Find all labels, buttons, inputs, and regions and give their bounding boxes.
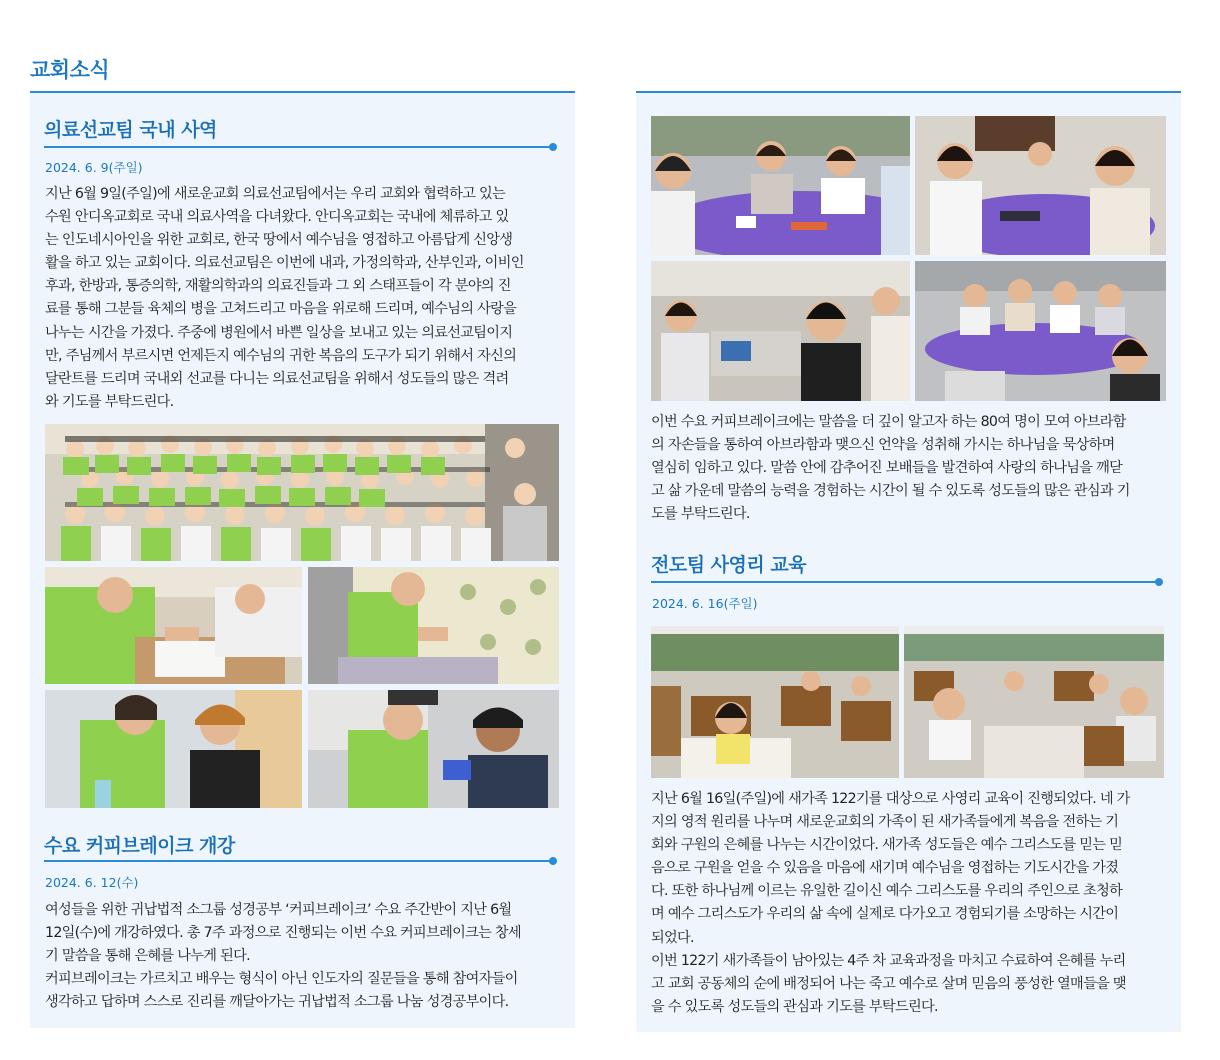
evangel-section-title: 전도팀 사영리 교육 xyxy=(651,554,807,576)
medical-photo-4 xyxy=(308,690,559,808)
medical-photo-2 xyxy=(308,567,559,684)
medical-section-date: 2024. 6. 9(주일) xyxy=(45,160,143,175)
evangel-body-line: 되었다. xyxy=(651,929,694,946)
medical-body-line: 달란트를 드리며 국내외 선교를 다니는 의료선교팀을 위해서 성도들의 많은 격려 xyxy=(45,370,509,387)
evangel-body-line: 다. 또한 하나님께 이르는 유일한 길이신 예수 그리스도를 우리의 주인으로 초청하 xyxy=(651,883,1123,900)
rule-dot-icon xyxy=(549,857,557,865)
evangel-body-line: 을 수 있도록 성도들의 관심과 기도를 부탁드린다. xyxy=(651,998,938,1015)
coffee-continued-line: 열심히 임하고 있다. 말씀 안에 감추어진 보배들을 발견하여 사랑의 하나님을 깨닫 xyxy=(651,460,1123,477)
rule-dot-icon xyxy=(549,143,557,151)
evangel-body-line: 며 예수 그리스도가 우리의 삶 속에 실제로 다가오고 경험되기를 소망하는 시간이 xyxy=(651,906,1119,923)
evangel-photo-2 xyxy=(904,626,1164,778)
coffee-photo-4 xyxy=(915,261,1166,401)
coffee-continued-line: 고 삶 가운데 말씀의 능력을 경험하는 시간이 될 수 있도록 성도들의 많은 관심과 기 xyxy=(651,483,1130,500)
coffee-section-title: 수요 커피브레이크 개강 xyxy=(44,835,235,857)
evangel-section-date: 2024. 6. 16(주일) xyxy=(652,596,758,611)
medical-section-rule xyxy=(44,146,554,148)
medical-body-line: 와 기도를 부탁드린다. xyxy=(45,393,174,410)
medical-group-photo xyxy=(45,424,559,561)
coffee-section-date: 2024. 6. 12(수) xyxy=(45,875,139,890)
medical-body-line: 수원 안디옥교회로 국내 의료사역을 다녀왔다. 안디옥교회는 국내에 체류하고 있 xyxy=(45,209,509,226)
coffee-continued-line: 이번 수요 커피브레이크에는 말씀을 더 깊이 알고자 하는 80여 명이 모여 아브라함 xyxy=(651,414,1126,430)
medical-body-line: 활을 하고 있는 교회이다. 의료선교팀은 이번에 내과, 가정의학과, 산부인과, 이비인 xyxy=(45,255,524,272)
coffee-section-body xyxy=(45,899,560,1014)
coffee-continued-line: 의 자손들을 통하여 아브라함과 맺으신 언약을 성취해 가시는 하나님을 묵상하며 xyxy=(651,437,1115,454)
medical-body-line: 만, 주님께서 부르시면 언제든지 예수님의 귀한 복음의 도구가 되기 위해서 자신의 xyxy=(45,347,517,364)
rule-dot-icon xyxy=(1155,578,1163,586)
coffee-continued-body xyxy=(651,411,1166,526)
coffee-photo-3 xyxy=(651,261,910,401)
evangel-body-line: 지난 6월 16일(주일)에 새가족 122기를 대상으로 사영리 교육이 진행되었다. 네 가 xyxy=(651,791,1130,807)
medical-body-line: 후과, 한방과, 통증의학, 재활의학과의 의료진들과 그 외 스태프들이 각 분야의 진 xyxy=(45,278,511,295)
coffee-body-line: 커피브레이크는 가르치고 배우는 형식이 아닌 인도자의 질문들을 통해 참여자들이 xyxy=(45,971,518,988)
coffee-body-line: 12일(수)에 개강하였다. 총 7주 과정으로 진행되는 이번 수요 커피브레이크는 창세 xyxy=(45,925,521,942)
evangel-body-line: 음으로 구원을 얻을 수 있음을 마음에 새기며 예수님을 영접하는 기도시간을 가졌 xyxy=(651,860,1119,877)
medical-section-title: 의료선교팀 국내 사역 xyxy=(44,119,217,141)
evangel-body-line: 지의 영적 원리를 나누며 새로운교회의 가족이 된 새가족들에게 복음을 전하는 기 xyxy=(651,814,1119,831)
evangel-photo-1 xyxy=(651,626,899,778)
evangel-body-line: 고 교회 공동체의 순에 배정되어 나는 죽고 예수로 살며 믿음의 풍성한 열매들을 맺 xyxy=(651,975,1126,992)
coffee-continued-line: 도를 부탁드린다. xyxy=(651,506,750,523)
coffee-body-line: 생각하고 답하며 스스로 진리를 깨달아가는 귀납법적 소그룹 나눔 성경공부이다. xyxy=(45,994,509,1011)
medical-body-line: 는 인도네시아인을 위한 교회로, 한국 땅에서 예수님을 영접하고 아름답게 신앙생 xyxy=(45,232,513,249)
coffee-body-line: 기 말씀을 통해 은혜를 나누게 된다. xyxy=(45,948,250,965)
evangel-section-rule xyxy=(651,581,1160,583)
coffee-photo-1 xyxy=(651,116,910,255)
coffee-body-line: 여성들을 위한 귀납법적 소그룹 성경공부 ‘커피브레이크’ 수요 주간반이 지난 6월 xyxy=(45,902,512,918)
top-band xyxy=(0,0,1220,93)
right-column xyxy=(636,91,1181,1032)
evangel-body-line: 이번 122기 새가족들이 남아있는 4주 차 교육과정을 마치고 수료하여 은혜를 누리 xyxy=(651,952,1126,969)
medical-photo-1 xyxy=(45,567,302,684)
page-header: 교회소식 xyxy=(30,58,110,82)
medical-body-line: 나누는 시간을 가졌다. 주중에 병원에서 바쁜 일상을 보내고 있는 의료선교팀이지 xyxy=(45,324,513,341)
evangel-section-body xyxy=(651,788,1166,1019)
medical-body-line: 지난 6월 9일(주일)에 새로운교회 의료선교팀에서는 우리 교회와 협력하고 있는 xyxy=(45,186,505,202)
medical-section-body xyxy=(45,183,560,414)
medical-body-line: 료를 통해 그분들 육체의 병을 고쳐드리고 마음을 위로해 드리며, 예수님의 사랑을 xyxy=(45,301,517,318)
coffee-section-rule xyxy=(44,860,554,862)
medical-photo-3 xyxy=(45,690,302,808)
coffee-photo-2 xyxy=(915,116,1166,255)
evangel-body-line: 회와 구원의 은혜를 나누는 시간이었다. 새가족 성도들은 예수 그리스도를 믿는 믿 xyxy=(651,837,1123,854)
left-column xyxy=(30,91,575,1028)
